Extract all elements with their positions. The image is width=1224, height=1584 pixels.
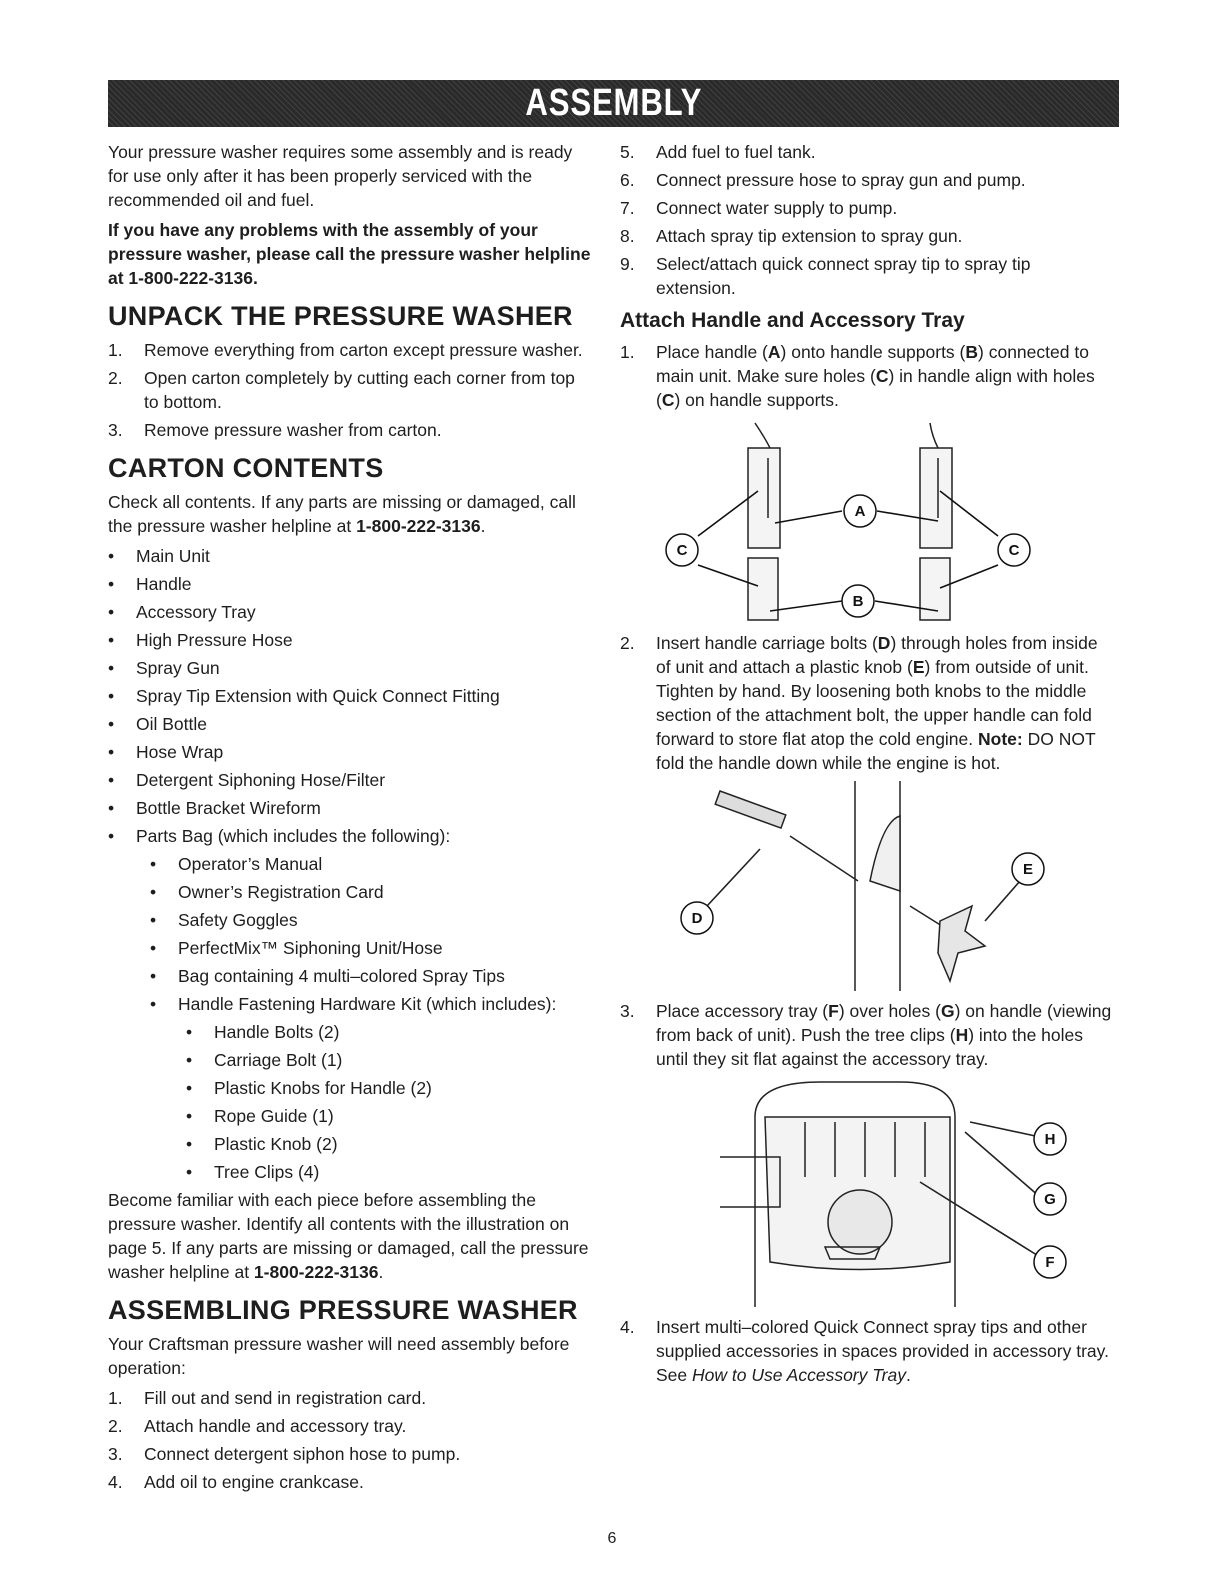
carriage-bolt-figure: [620, 781, 1115, 991]
list-item: 7. Connect water supply to pump.: [620, 198, 898, 218]
list-item: • Spray Gun: [108, 658, 220, 678]
assembling-intro: Your Craftsman pressure washer will need assembly before operation:: [108, 1334, 570, 1378]
svg-text:D: D: [691, 910, 703, 927]
list-item: 1. Remove everything from carton except pressure washer.: [108, 340, 583, 360]
list-item: • Bottle Bracket Wireform: [108, 798, 321, 818]
svg-text:A: A: [854, 503, 866, 520]
svg-text:G: G: [1044, 1191, 1056, 1208]
list-item: 9. Select/attach quick connect spray tip to spray tip extension.: [620, 254, 1031, 298]
list-item: 3. Connect detergent siphon hose to pump.: [108, 1444, 461, 1464]
assembling-steps-a: [108, 1386, 593, 1494]
list-item: 4. Add oil to engine crankcase.: [108, 1472, 364, 1492]
list-item: • Hose Wrap: [108, 742, 224, 762]
right-column: [620, 140, 1115, 1391]
attach-step-4: 4. Insert multi–colored Quick Connect spray tips and other supplied accessories in spaces provided in accessory tray. See How to Use Accessory Tray.: [620, 1317, 1109, 1385]
list-item: • Handle Fastening Hardware Kit (which includes):: [150, 994, 557, 1014]
list-item: • Tree Clips (4): [186, 1162, 320, 1182]
contents-list: [108, 544, 593, 1184]
list-item: 5. Add fuel to fuel tank.: [620, 142, 816, 162]
list-item: • Carriage Bolt (1): [186, 1050, 343, 1070]
svg-text:E: E: [1022, 861, 1034, 878]
list-item: 6. Connect pressure hose to spray gun and pump.: [620, 170, 1026, 190]
attach-step-3: 3. Place accessory tray (F) over holes (G) on handle (viewing from back of unit). Push the tree clips (H) into the holes until they sit flat against the accessory tray.: [620, 1001, 1112, 1069]
attach-heading: Attach Handle and Accessory Tray: [620, 309, 965, 332]
list-item: 1. Fill out and send in registration card.: [108, 1388, 427, 1408]
page-number: 6: [607, 1530, 617, 1547]
svg-text:F: F: [1045, 1254, 1055, 1271]
list-item: 3. Remove pressure washer from carton.: [108, 420, 442, 440]
assembling-steps-b: [620, 140, 1115, 300]
list-item: • Bag containing 4 multi–colored Spray Tips: [150, 966, 505, 986]
list-item: • Oil Bottle: [108, 714, 207, 734]
list-item: • High Pressure Hose: [108, 630, 293, 650]
left-column: [108, 140, 593, 1498]
attach-step-1: 1. Place handle (A) onto handle supports (B) connected to main unit. Make sure holes (C) in handle align with holes (C) on handle supports.: [620, 342, 1095, 410]
list-item: • Handle Bolts (2): [186, 1022, 340, 1042]
unpack-heading: UNPACK THE PRESSURE WASHER: [108, 301, 573, 331]
list-item: • Plastic Knobs for Handle (2): [186, 1078, 432, 1098]
handle-supports-figure: [620, 418, 1115, 623]
list-item: • Operator’s Manual: [150, 854, 323, 874]
list-item: • PerfectMix™ Siphoning Unit/Hose: [150, 938, 443, 958]
assembling-heading: ASSEMBLING PRESSURE WASHER: [108, 1295, 578, 1325]
svg-text:B: B: [852, 593, 864, 610]
list-item: • Safety Goggles: [150, 910, 298, 930]
accessory-tray-figure: [620, 1077, 1115, 1307]
list-item: • Rope Guide (1): [186, 1106, 334, 1126]
attach-step-2: 2. Insert handle carriage bolts (D) through holes from inside of unit and attach a plastic knob (E) from outside of unit. Tighten by hand. By loosening both knobs to the middle section of the attachment bolt, the upper handle can fold forward to store flat atop the cold engine. Note: DO NOT fold the handle down while the engine is hot.: [620, 633, 1098, 773]
list-item: 8. Attach spray tip extension to spray gun.: [620, 226, 963, 246]
section-title: ASSEMBLY: [525, 82, 702, 124]
contents-outro: Become familiar with each piece before assembling the pressure washer. Identify all contents with the illustration on page 5. If any parts are missing or damaged, call the pressure washer helpline at 1-800-222-3136.: [108, 1190, 589, 1282]
intro-text: Your pressure washer requires some assembly and is ready for use only after it has been properly serviced with the recommended oil and fuel.: [108, 142, 573, 210]
list-item: • Detergent Siphoning Hose/Filter: [108, 770, 386, 790]
list-item: • Owner’s Registration Card: [150, 882, 384, 902]
list-item: • Handle: [108, 574, 192, 594]
section-banner: [108, 80, 1119, 127]
list-item: • Plastic Knob (2): [186, 1134, 338, 1154]
list-item: • Main Unit: [108, 546, 210, 566]
carton-contents-heading: CARTON CONTENTS: [108, 453, 384, 483]
list-item: • Spray Tip Extension with Quick Connect Fitting: [108, 686, 500, 706]
list-item: 2. Open carton completely by cutting each corner from top to bottom.: [108, 368, 575, 412]
helpline-notice: If you have any problems with the assembly of your pressure washer, please call the pressure washer helpline at 1-800-222-3136.: [108, 220, 591, 288]
list-item: • Parts Bag (which includes the following):: [108, 826, 451, 846]
unpack-steps: [108, 338, 593, 442]
svg-text:C: C: [1008, 542, 1020, 559]
list-item: • Accessory Tray: [108, 602, 256, 622]
contents-intro: Check all contents. If any parts are missing or damaged, call the pressure washer helpline at 1-800-222-3136.: [108, 492, 576, 536]
svg-text:H: H: [1044, 1131, 1056, 1148]
list-item: 2. Attach handle and accessory tray.: [108, 1416, 407, 1436]
svg-text:C: C: [676, 542, 688, 559]
